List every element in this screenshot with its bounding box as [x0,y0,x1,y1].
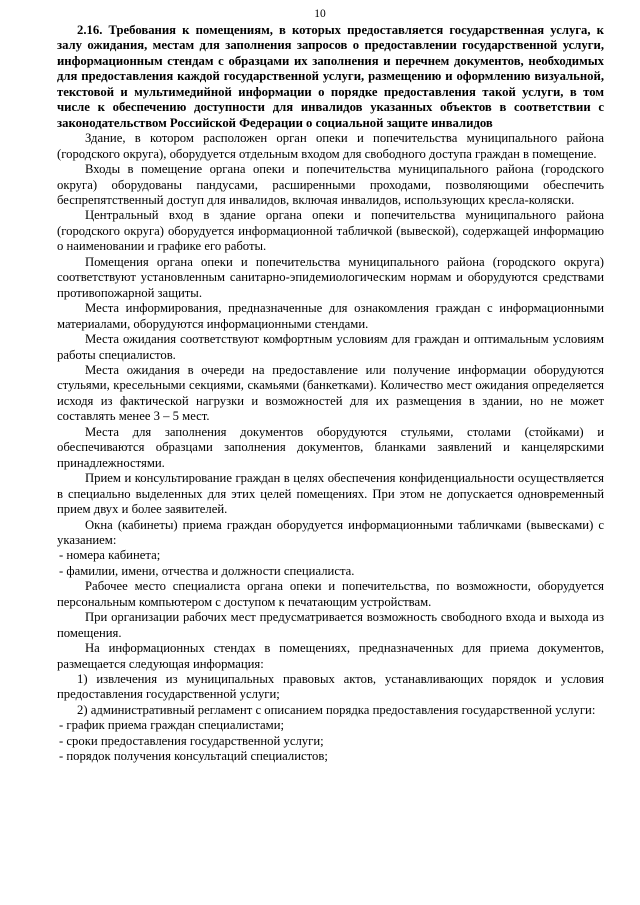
paragraph-info-places: Места информирования, предназначенные для ознакомления граждан с информационными материалами, оборудуются информационными стендами. [57,301,604,331]
numbered-item: 1) извлечения из муниципальных правовых актов, устанавливающих порядок и условия предоставления государственной услуги; [57,672,604,702]
paragraph-confidentiality: Прием и консультирование граждан в целях обеспечения конфиденциальности осуществляется в специально выделенных для этих целей помещениях. При этом не допускается одновременный прием двух и более заявителей. [57,471,604,517]
document-body [57,23,604,765]
paragraph-filling-places: Места для заполнения документов оборудуются стульями, столами (стойками) и обеспечиваются образцами заполнения документов, бланками заявлений и канцелярскими принадлежностями. [57,424,604,470]
page-number: 10 [314,8,326,20]
paragraph-windows: Окна (кабинеты) приема граждан оборудуется информационными табличками (вывесками) с указанием: [57,517,604,547]
list-item: - сроки предоставления государственной услуги; [59,733,324,748]
paragraph-ramps: Входы в помещение органа опеки и попечительства муниципального района (городского округа) оборудованы пандусами, расширенными проходами, позволяющими обеспечить беспрепятственный доступ для инвалидов, включая инвалидов, использующих кресла-коляски. [57,162,604,207]
list-item: - номера кабинета; [59,548,161,563]
paragraph-sanitary: Помещения органа опеки и попечительства муниципального района (городского округа) соответствуют установленным санитарно-эпидемиологическим нормам и оборудуются средствами противопожарной защиты. [57,254,604,300]
paragraph-info-stands: На информационных стендах в помещениях, предназначенных для приема документов, размещается следующая информация: [57,641,604,671]
section-heading: 2.16. Требования к помещениям, в которых предоставляется государственная услуга, к залу ожидания, местам для заполнения запросов о предоставлении государственной услуги, информационным стендам с образцами их заполнения и перечнем документов, необходимых для предоставления каждой государственной услуги, размещению и оформлению визуальной, текстовой и мультимедийной информации о порядке предоставления такой услуги, в том числе к обеспечению доступности для инвалидов указанных объектов в соответствии с законодательством Российской Федерации о социальной защите инвалидов [57,23,604,130]
paragraph-free-exit: При организации рабочих мест предусматривается возможность свободного входа и выхода из помещения. [57,610,604,640]
numbered-item: 2) административный регламент с описанием порядка предоставления государственной услуги: [77,702,596,717]
paragraph-waiting: Места ожидания соответствуют комфортным условиям для граждан и оптимальным условиям работы специалистов. [57,332,604,362]
list-item: - график приема граждан специалистами; [59,718,285,733]
paragraph-workplace: Рабочее место специалиста органа опеки и попечительства, по возможности, оборудуется персональным компьютером с доступом к печатающим устройствам. [57,579,604,609]
list-item: - фамилии, имени, отчества и должности специалиста. [59,563,355,578]
paragraph-entrance: Здание, в котором расположен орган опеки и попечительства муниципального района (городского округа), оборудуется отдельным входом для свободного доступа граждан в помещение. [57,131,604,161]
paragraph-queue-seating: Места ожидания в очереди на предоставление или получение информации оборудуются стульями, кресельными секциями, скамьями (банкетками). Количество мест ожидания определяется исходя из фактической нагрузки и возможностей для их размещения в здании, но не может составлять менее 3 – 5 мест. [57,362,604,424]
paragraph-central-entrance: Центральный вход в здание органа опеки и попечительства муниципального района (городского округа) оборудуется информационной табличкой (вывеской), содержащей информацию о наименовании и графике его работы. [57,208,604,254]
list-item: - порядок получения консультаций специалистов; [59,749,328,764]
